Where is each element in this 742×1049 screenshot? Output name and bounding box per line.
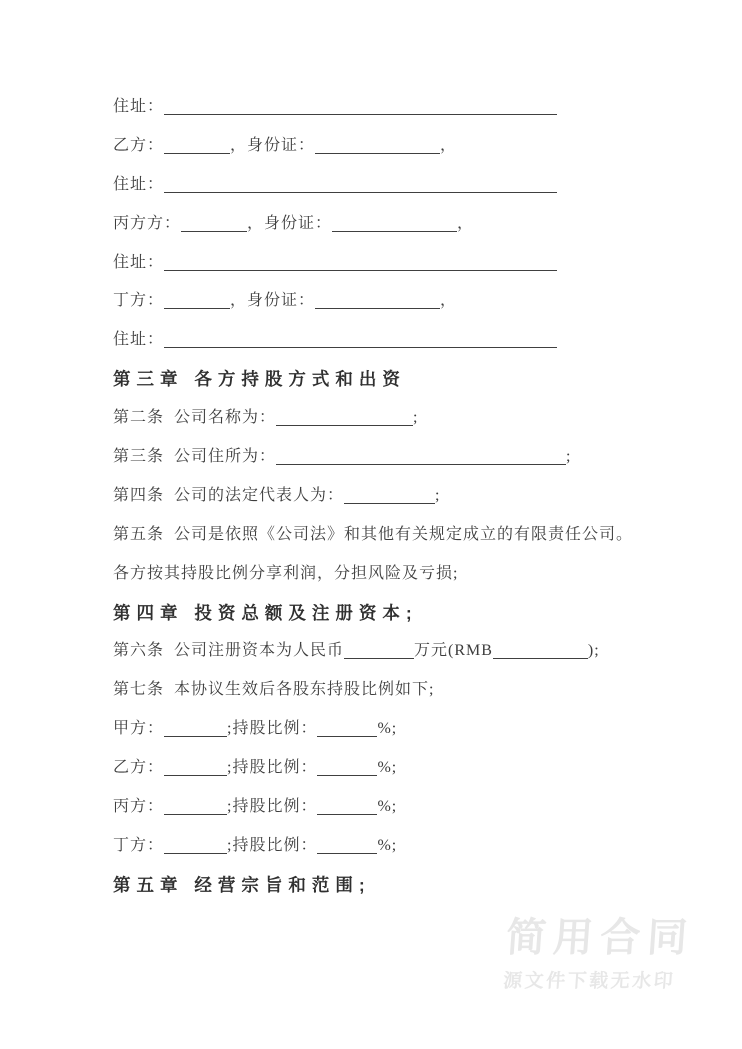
text-segment: ; <box>413 409 419 427</box>
article-7-shareholding-ratio-intro <box>113 671 712 710</box>
blank-underline-field <box>164 292 230 309</box>
text-segment: 第三章 各方持股方式和出资 <box>113 369 406 390</box>
text-segment: ，身份证： <box>230 136 316 154</box>
text-segment: %; <box>377 836 398 854</box>
text-segment: ， <box>440 292 458 310</box>
text-segment: ; <box>435 486 441 504</box>
text-segment: 住址： <box>113 253 165 271</box>
article-5-company-law-clause <box>113 516 712 555</box>
text-segment: 第七条 本协议生效后各股东持股比例如下; <box>113 681 435 699</box>
blank-underline-field <box>164 98 557 115</box>
text-segment: 丁方： <box>113 292 165 310</box>
text-segment: ， <box>457 214 475 232</box>
blank-underline-field <box>315 292 440 309</box>
text-segment: 各方按其持股比例分享利润，分担风险及亏损; <box>113 564 459 582</box>
text-segment: ;持股比例： <box>227 798 318 816</box>
blank-underline-field <box>493 642 588 659</box>
address-line-party-a <box>113 88 712 127</box>
article-3-company-address <box>113 438 712 477</box>
watermark-subtitle: 源文件下载无水印 <box>502 971 676 992</box>
blank-underline-field <box>276 448 566 465</box>
blank-underline-field <box>164 254 557 271</box>
address-line-party-d <box>113 321 712 360</box>
text-segment: 第六条 公司注册资本为人民币 <box>113 642 345 660</box>
article-4-legal-representative <box>113 477 712 516</box>
blank-underline-field <box>164 759 227 776</box>
article-6-registered-capital <box>113 632 712 671</box>
text-segment: ; <box>566 448 572 466</box>
text-segment: ;持股比例： <box>227 720 318 738</box>
blank-underline-field <box>164 798 227 815</box>
text-segment: 第四章 投资总额及注册资本; <box>113 602 418 623</box>
address-line-party-b <box>113 166 712 205</box>
profit-sharing-clause <box>113 555 712 594</box>
watermark-title: 简用合同 <box>504 916 696 960</box>
text-segment: ， <box>440 136 458 154</box>
party-b-id-line <box>113 127 712 166</box>
blank-underline-field <box>164 137 230 154</box>
blank-underline-field <box>315 137 440 154</box>
blank-underline-field <box>344 642 414 659</box>
party-b-share-line <box>113 749 712 788</box>
blank-underline-field <box>164 176 557 193</box>
text-segment: 丙方： <box>113 798 165 816</box>
text-segment: 住址： <box>113 175 165 193</box>
blank-underline-field <box>344 487 435 504</box>
text-segment: ;持股比例： <box>227 759 318 777</box>
heading-chapter-3 <box>113 360 712 399</box>
blank-underline-field <box>276 409 413 426</box>
blank-underline-field <box>164 720 227 737</box>
text-segment: ，身份证： <box>247 214 333 232</box>
text-segment: 第三条 公司住所为： <box>113 448 277 466</box>
document-lines <box>113 88 712 905</box>
heading-chapter-4 <box>113 594 712 633</box>
text-segment: 丁方： <box>113 836 165 854</box>
party-a-share-line <box>113 710 712 749</box>
blank-underline-field <box>332 215 457 232</box>
text-segment: 第四条 公司的法定代表人为： <box>113 486 345 504</box>
text-segment: ，身份证： <box>230 292 316 310</box>
blank-underline-field <box>164 331 557 348</box>
blank-underline-field <box>181 215 247 232</box>
text-segment: 乙方： <box>113 759 165 777</box>
text-segment: %; <box>377 798 398 816</box>
text-segment: 丙方方： <box>113 214 182 232</box>
party-c-id-line <box>113 205 712 244</box>
blank-underline-field <box>164 837 227 854</box>
text-segment: 万元(RMB <box>414 642 493 660</box>
blank-underline-field <box>317 759 377 776</box>
text-segment: ); <box>587 642 600 660</box>
party-c-share-line <box>113 788 712 827</box>
watermark <box>502 918 699 991</box>
text-segment: 住址： <box>113 98 165 115</box>
address-line-party-c <box>113 244 712 283</box>
text-segment: 甲方： <box>113 720 165 738</box>
text-segment: %; <box>377 759 398 777</box>
party-d-share-line <box>113 827 712 866</box>
heading-chapter-5 <box>113 866 712 905</box>
blank-underline-field <box>317 837 377 854</box>
blank-underline-field <box>317 720 377 737</box>
text-segment: %; <box>377 720 398 738</box>
blank-underline-field <box>317 798 377 815</box>
article-2-company-name <box>113 399 712 438</box>
text-segment: 第五章 经营宗旨和范围; <box>113 874 371 895</box>
text-segment: 住址： <box>113 331 165 349</box>
text-segment: 乙方： <box>113 136 165 154</box>
text-segment: 第五条 公司是依照《公司法》和其他有关规定成立的有限责任公司。 <box>113 525 634 543</box>
party-d-id-line <box>113 282 712 321</box>
text-segment: ;持股比例： <box>227 836 318 854</box>
text-segment: 第二条 公司名称为： <box>113 409 277 427</box>
